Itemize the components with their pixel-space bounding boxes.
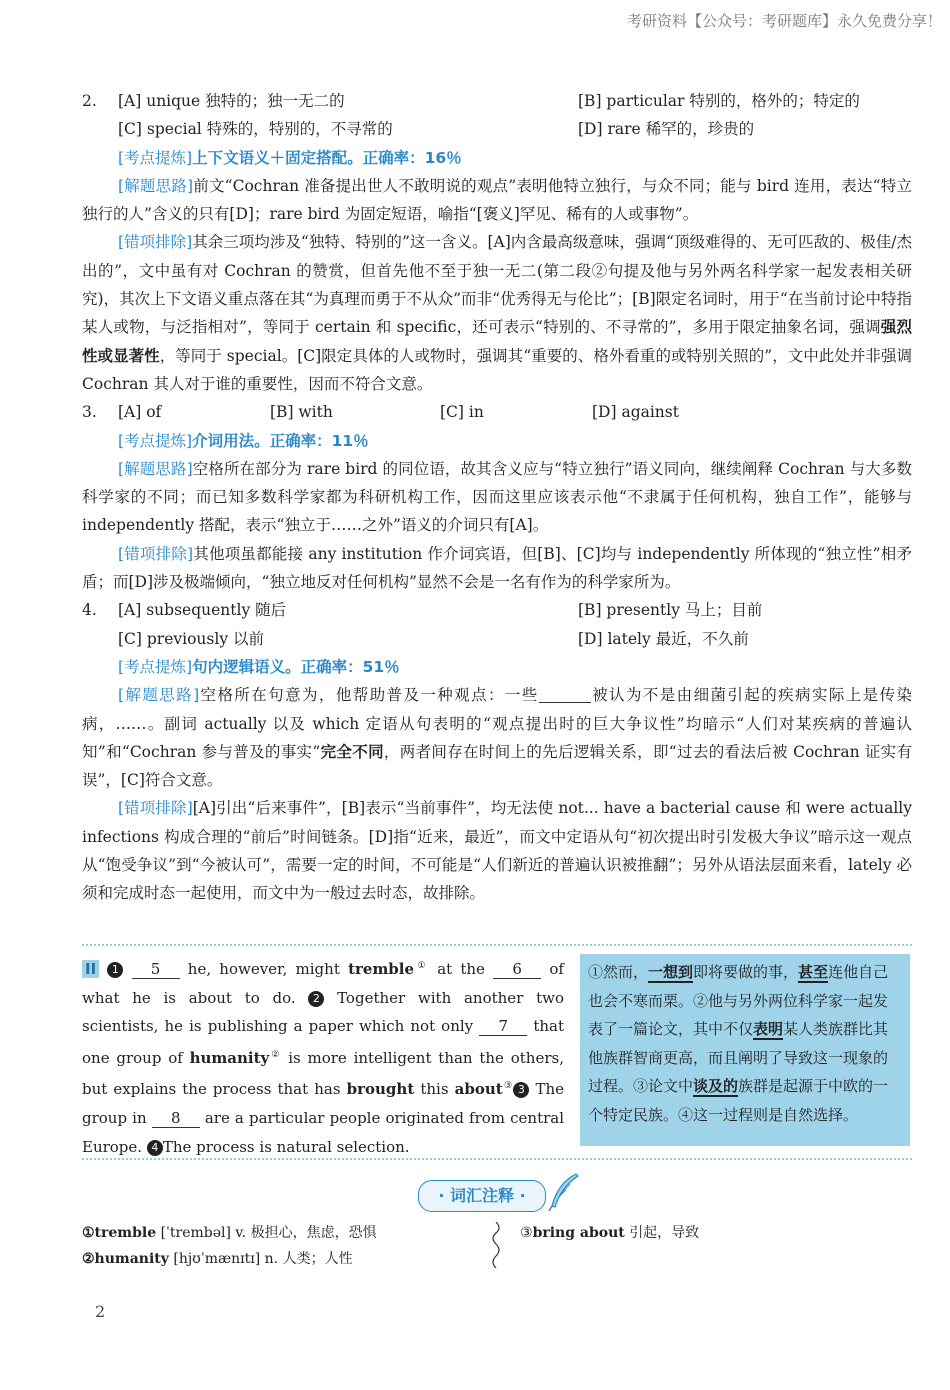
quill-icon bbox=[546, 1172, 580, 1212]
wavy-divider-icon bbox=[490, 1222, 502, 1268]
blank-7: 7 bbox=[479, 1017, 527, 1036]
passage-text: are a particular people originated from central Europe. bbox=[82, 1108, 565, 1156]
analysis-section bbox=[82, 87, 912, 908]
option-c: [C] special 特殊的，特别的，不寻常的 bbox=[118, 120, 393, 139]
sentence-number: 1 bbox=[107, 962, 123, 978]
passage-text: of what he is about to do. bbox=[82, 960, 564, 1007]
option-a: [A] unique 独特的；独一无二的 bbox=[118, 92, 345, 110]
translation-box bbox=[580, 954, 910, 1146]
q3-thinking bbox=[82, 455, 912, 540]
elimination-text-2: ，等同于 special。[C]限定具体的人或物时，强调其“重要的、格外看重的或特别关照的”，文中此处并非强调 Cochran 其人对于谁的重要性，因而不符合文意。 bbox=[82, 346, 912, 393]
thinking-tag: [解题思路] bbox=[118, 686, 200, 705]
passage-text: The group in bbox=[82, 1080, 565, 1127]
q4-thinking bbox=[82, 681, 912, 794]
thinking-text-3: ，两者间存在时间上的先后逻辑关系，即“过去的看法后被 Cochran 证实有误”，[C]符合文意。 bbox=[82, 742, 912, 790]
translation-key: 谈及的 bbox=[693, 1077, 739, 1095]
point-tag: [考点提炼] bbox=[118, 148, 193, 167]
elimination-text: 其余三项均涉及“独特、特别的”这一含义。[A]内含最高级意味，强调“顶级难得的、无可匹敌的、极佳/杰出的”，文中虽有对 Cochran 的赞赏，但首先他不至于独一无二(第二段②句提及他与另外两名科学家一起发表相关研究)，其次上下文语义重点落在其“为真理而勇于不从众”而非“优秀得无与伦比”；[B]限定名词时，用于“在当前讨论中特指某人或物，与泛指相对”，等同于 certain 和 specific，还可表示“特别的、不寻常的”，多用于限定抽象名词，强调 bbox=[82, 233, 912, 337]
option-c: [C] previously 以前 bbox=[118, 629, 265, 648]
point-text: 介词用法。正确率：11％ bbox=[192, 431, 369, 450]
elimination-text: [A]引出“后来事件”，[B]表示“当前事件”，均无法使 not... have a bacterial cause 和 were actually infections 构成合理的“前后”时间链条。[D]指“近来，最近”，而文中定语从句“初次提出时引发极大争议”暗示这一观点从“饱受争议”到“今被认可”，需要一定的时间，不可能是“人们新近的普遍认识被推翻”；另外从语法层面来看，lately 必须和完成时态一起使用，而文中为一般过去时态，故排除。 bbox=[82, 799, 912, 903]
translation-text: 连他自己也会不寒而栗。②他与另外两位科学家一起发表了一篇论文，其中不仅 bbox=[588, 963, 889, 1038]
thinking-bold: 完全不同 bbox=[320, 741, 384, 761]
elimination-tag: [错项排除] bbox=[118, 544, 194, 563]
option-b: [B] particular 特别的，格外的；特定的 bbox=[578, 92, 860, 110]
page-number: 2 bbox=[95, 1302, 106, 1321]
vocab-definition: 引起，导致 bbox=[629, 1225, 700, 1241]
translation-text: 某人类族群比其他族群智商更高，而且阐明了导致这一现象的过程。③论文中 bbox=[588, 1020, 889, 1095]
blank-5: 5 bbox=[132, 960, 180, 979]
option-c: [C] in bbox=[440, 403, 484, 422]
vocab-word: brought bbox=[346, 1080, 415, 1099]
thinking-text-2: 被认为不是由细菌引起的疾病实际上是传染病，……。副词 actually 以及 which 定语从句表明的“观点提出时的巨大争议性”均暗示“人们对某疾病的普遍认知”和“Cochran 参与普及的事实” bbox=[82, 686, 912, 761]
vocab-list-right bbox=[520, 1220, 699, 1246]
thinking-text: 空格所在部分为 rare bird 的同位语，故其含义应与“特立独行”语义同向，继续阐释 Cochran 与大多数科学家的不同；而已知多数科学家都为科研机构工作，因而这里应该表示他“不隶属于任何机构，独自工作”，能够与 independently 搭配，表示“独立于……之外”语义的介词只有[A]。 bbox=[82, 459, 912, 535]
elimination-tag: [错项排除] bbox=[118, 799, 193, 818]
vocab-item bbox=[82, 1220, 377, 1246]
q3-point bbox=[82, 427, 912, 455]
vocab-word: about bbox=[454, 1080, 503, 1099]
divider-bottom bbox=[82, 1158, 912, 1160]
point-tag: [考点提炼] bbox=[118, 431, 193, 450]
q4-options-row1 bbox=[82, 596, 912, 624]
watermark: 考研资料【公众号：考研题库】永久免费分享！ bbox=[626, 12, 942, 30]
note-marker: ③ bbox=[502, 1081, 514, 1092]
option-d: [D] against bbox=[592, 403, 679, 422]
vocab-word: ①tremble bbox=[82, 1225, 157, 1241]
passage-text: The process is natural selection. bbox=[162, 1137, 410, 1156]
point-text: 句内逻辑语义。正确率：51％ bbox=[192, 657, 400, 676]
elimination-text: 其他项虽都能接 any institution 作介词宾语，但[B]、[C]均与 independently 所体现的“独立性”相矛盾；而[D]涉及极端倾向，“独立地反对任何机构”显然不会是一名有作为的科学家所为。 bbox=[82, 544, 912, 592]
sentence-number: 4 bbox=[147, 1140, 163, 1156]
passage-text: Together with another two scientists, he is publishing a paper which not only bbox=[82, 988, 564, 1036]
option-b: [B] presently 马上；目前 bbox=[578, 601, 763, 620]
vocab-word: tremble bbox=[348, 960, 415, 978]
q4-options-row2 bbox=[82, 625, 912, 653]
question-number: 2. bbox=[82, 92, 97, 110]
blank-8: 8 bbox=[152, 1109, 200, 1128]
q2-options-row1 bbox=[82, 87, 912, 115]
q2-thinking bbox=[82, 172, 912, 229]
vocab-list-left bbox=[82, 1220, 377, 1272]
vocab-word: ②humanity bbox=[82, 1251, 169, 1267]
vocab-definition: [ˈtrembəl] v. 极担心，焦虑，恐惧 bbox=[160, 1225, 377, 1241]
translation-text: 即将要做的事， bbox=[693, 963, 799, 981]
vocab-word: bring about bbox=[532, 1225, 625, 1241]
option-d: [D] lately 最近，不久前 bbox=[578, 629, 749, 648]
vocab-definition: [hjʊˈmænɪtɪ] n. 人类；人性 bbox=[173, 1251, 353, 1267]
elimination-bold: 强烈性或显著性 bbox=[82, 317, 912, 365]
divider-top bbox=[82, 944, 912, 946]
sentence-number: 2 bbox=[308, 991, 324, 1007]
passage-text: he, however, might bbox=[187, 960, 340, 978]
q3-options bbox=[82, 398, 912, 426]
vocab-number: ③ bbox=[520, 1225, 533, 1241]
q2-elimination bbox=[82, 228, 912, 398]
passage-text: that one group of bbox=[82, 1017, 564, 1067]
elimination-tag: [错项排除] bbox=[118, 233, 193, 252]
translation-text: ①然而， bbox=[588, 963, 649, 981]
passage-text: this bbox=[420, 1080, 449, 1099]
thinking-tag: [解题思路] bbox=[118, 176, 194, 195]
option-b: [B] with bbox=[270, 403, 333, 422]
passage-paragraph bbox=[82, 952, 564, 1161]
question-number: 4. bbox=[82, 601, 97, 620]
vocab-heading: · 词汇注释 · bbox=[418, 1180, 546, 1212]
blank-6: 6 bbox=[493, 960, 541, 979]
translation-key: 甚至 bbox=[798, 963, 829, 981]
q4-elimination bbox=[82, 794, 912, 907]
point-text: 上下文语义＋固定搭配。正确率：16％ bbox=[192, 148, 462, 167]
vocab-item bbox=[520, 1220, 699, 1246]
thinking-tag: [解题思路] bbox=[118, 459, 193, 478]
section-marker: II bbox=[82, 960, 99, 978]
passage-text: at the bbox=[437, 960, 485, 978]
question-number: 3. bbox=[82, 403, 97, 422]
q4-point bbox=[82, 653, 912, 681]
note-marker: ① bbox=[414, 961, 429, 971]
point-tag: [考点提炼] bbox=[118, 657, 193, 676]
translation-text: 族群是起源于中欧的一个特定民族。④这一过程则是自然选择。 bbox=[588, 1077, 889, 1124]
q2-point bbox=[82, 144, 912, 172]
vocab-item bbox=[82, 1246, 377, 1272]
q3-elimination bbox=[82, 540, 912, 597]
sentence-number: 3 bbox=[513, 1082, 529, 1098]
vocab-word: humanity bbox=[189, 1048, 270, 1067]
note-marker: ② bbox=[269, 1049, 282, 1060]
option-a: [A] of bbox=[118, 403, 162, 422]
option-a: [A] subsequently 随后 bbox=[118, 601, 287, 620]
translation-key: 表明 bbox=[753, 1020, 784, 1038]
translation-key: 一想到 bbox=[648, 963, 694, 981]
answer-blank bbox=[539, 684, 591, 703]
option-d: [D] rare 稀罕的，珍贵的 bbox=[578, 120, 755, 139]
thinking-text: 前文“Cochran 准备提出世人不敢明说的观点”表明他特立独行，与众不同；能与 bird 连用，表达“特立独行的人”含义的只有[D]；rare bird 为固定短语，喻指“[褒义]罕见、稀有的人或事物”。 bbox=[82, 176, 912, 224]
thinking-text: 空格所在句意为，他帮助普及一种观点：一些 bbox=[199, 686, 539, 705]
passage-text: is more intelligent than the others, but explains the process that has bbox=[82, 1048, 564, 1099]
q2-options-row2 bbox=[82, 115, 912, 143]
